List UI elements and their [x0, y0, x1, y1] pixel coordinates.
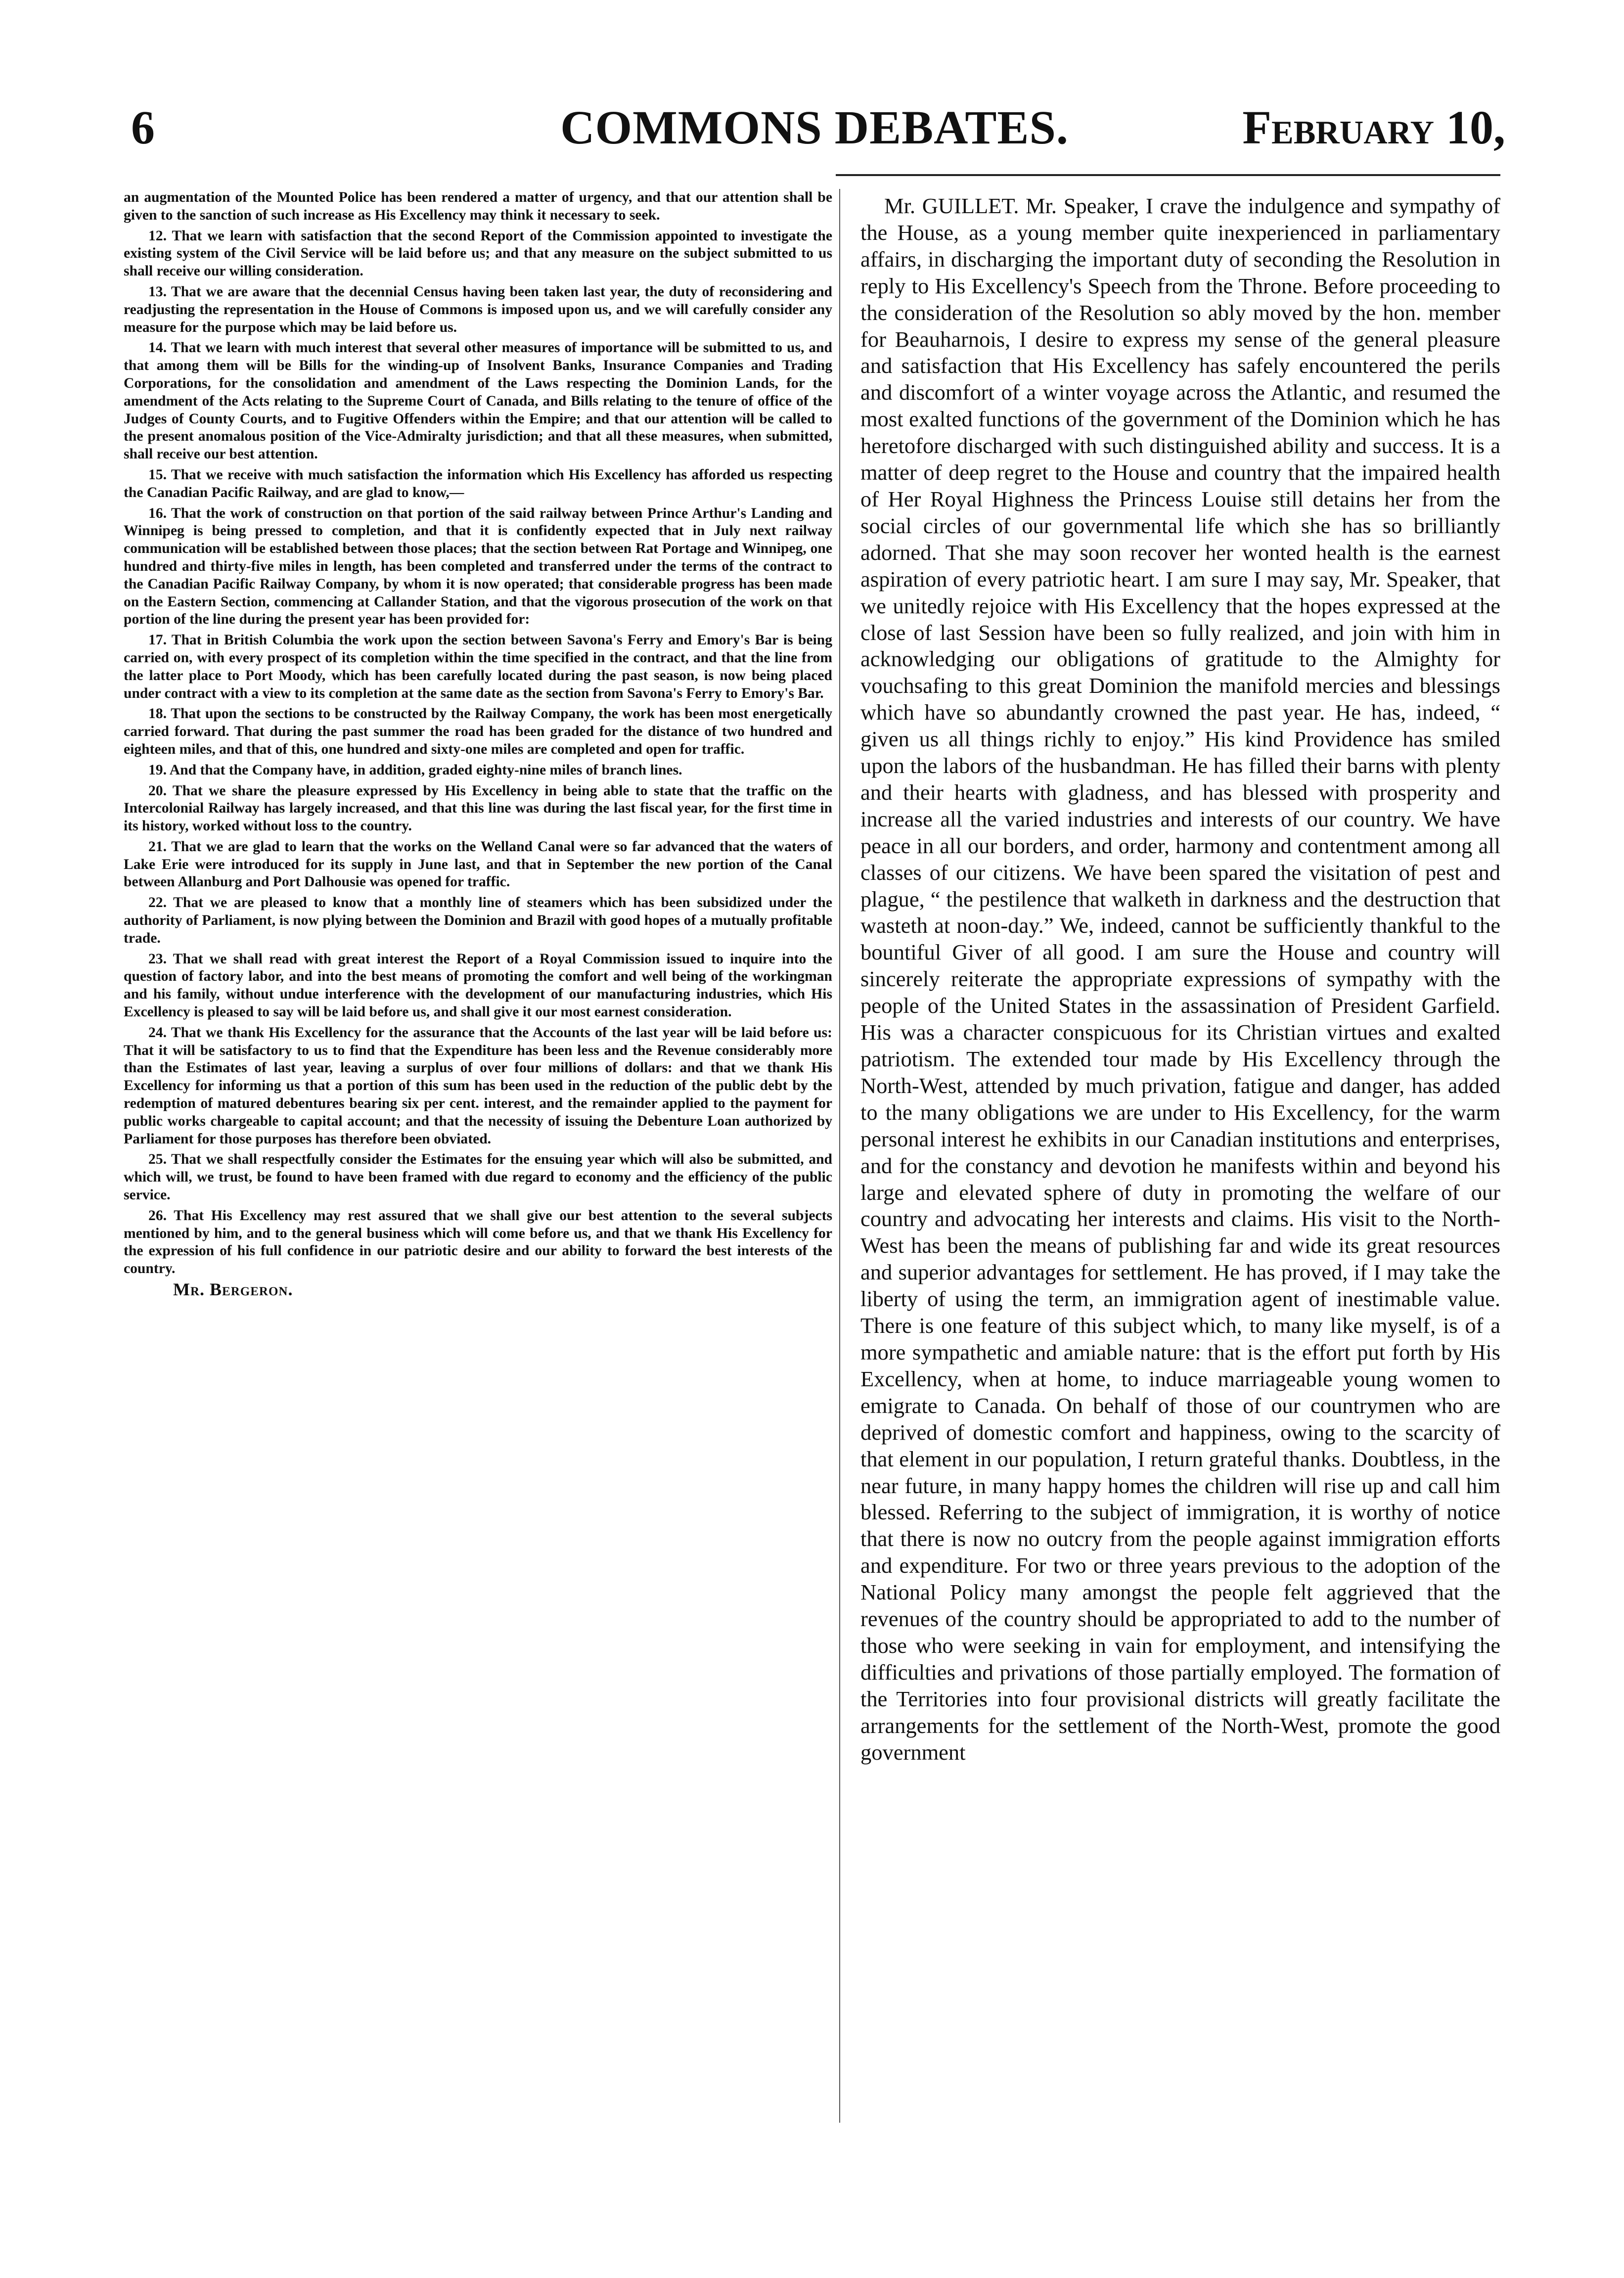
paragraph: 25. That we shall respectfully consider the Estimates for the ensuing year which will also be submitted, and which will, we trust, be found to have been framed with due regard to economy and the efficiency of the public service. — [124, 1151, 832, 1203]
paragraph: 13. That we are aware that the decennial Census having been taken last year, the duty of reconsidering and readjusting the representation in the House of Commons is imposed upon us, and we will carefully consider any measure for the purpose which may be laid before us. — [124, 283, 832, 335]
paragraph: 20. That we share the pleasure expressed by His Excellency in being able to state that the traffic on the Intercolonial Railway has largely increased, and that this line was during the last fiscal year, for the first time in its history, worked without loss to the country. — [124, 782, 832, 834]
page-title: COMMONS DEBATES. — [560, 101, 1069, 154]
paragraph: 21. That we are glad to learn that the works on the Welland Canal were so far advanced that the waters of Lake Erie were introduced for its supply in June last, and that in September the new portion of the Canal between Allanburg and Port Dalhousie was opened for traffic. — [124, 838, 832, 890]
page-number: 6 — [131, 101, 155, 154]
left-column — [124, 189, 832, 1299]
paragraph: 16. That the work of construction on that portion of the said railway between Prince Arthur's Landing and Winnipeg is being pressed to completion, and that it is confidently expected that in July next railway communication will be established between those places; that the section between Rat Portage and Winnipeg, one hundred and thirty-five miles in length, has been completed and transferred under the terms of the contract to the Canadian Pacific Railway Company, by whom it is now operated; that considerable progress has been made on the Eastern Section, commencing at Callander Station, and that the vigorous prosecution of the work on that portion of the line during the present year has been provided for: — [124, 505, 832, 628]
speech-paragraph: Mr. GUILLET. Mr. Speaker, I crave the indulgence and sympathy of the House, as a young member quite inexperienced in parliamentary affairs, in discharging the important duty of seconding the Resolution in reply to His Excellency's Speech from the Throne. Before proceeding to the consideration of the Resolution so ably moved by the hon. member for Beauharnois, I desire to express my sense of the general pleasure and satisfaction that His Excellency has safely encountered the perils and discomfort of a winter voyage across the Atlantic, and resumed the most exalted functions of the government of the Dominion which he has heretofore discharged with such distinguished ability and success. It is a matter of deep regret to the House and country that the impaired health of Her Royal Highness the Princess Louise still detains her from the social circles of our governmental life which she has so brilliantly adorned. That she may soon recover her wonted health is the earnest aspiration of every patriotic heart. I am sure I may say, Mr. Speaker, that we unitedly rejoice with His Excellency that the hopes expressed at the close of last Session have been so fully realized, and join with him in acknowledging our obligations of gratitude to the Almighty for vouchsafing to this great Dominion the manifold mercies and blessings which have so abundantly crowned the past year. He has, indeed, “ given us all things richly to enjoy.” His kind Providence has smiled upon the labors of the husbandman. He has filled their barns with plenty and their hearts with gladness, and has blessed with prosperity and increase all the varied industries and interests of our country. We have peace in all our borders, and order, harmony and contentment among all classes of our citizens. We have been spared the visitation of pest and plague, “ the pestilence that walketh in darkness and the destruction that wasteth at noon-day.” We, indeed, cannot be sufficiently thankful to the bountiful Giver of all good. I am sure the House and country will sincerely reiterate the appropriate expressions of sympathy with the people of the United States in the assassination of President Garfield. His was a character conspicuous for its Christian virtues and exalted patriotism. The extended tour made by His Excellency through the North-West, attended by much privation, fatigue and danger, has added to the many obligations we are under to His Excellency, for the warm personal interest he exhibits in our Canadian institutions and enterprises, and for the constancy and devotion he manifests within and beyond his large and elevated sphere of duty in promoting the welfare of our country and advocating her interests and claims. His visit to the North-West has been the means of publishing far and wide its great resources and superior advantages for settlement. He has proved, if I may take the liberty of using the term, an immigration agent of inestimable value. There is one feature of this subject which, to many like myself, is of a more sympathetic and amiable nature: that is the effort put forth by His Excellency, when at home, to induce marriageable young women to emigrate to Canada. On behalf of those of our countrymen who are deprived of domestic comfort and happiness, owing to the scarcity of that element in our population, I return grateful thanks. Doubtless, in the near future, in many happy homes the children will rise up and call him blessed. Referring to the subject of immigration, it is worthy of notice that there is now no outcry from the people against immigration efforts and expenditure. For two or three years previous to the adoption of the National Policy many amongst the people felt aggrieved that the revenues of the country should be appropriated to add to the number of those who were seeking in vain for employment, and intensifying the difficulties and privations of those partially employed. The formation of the Territories into four provisional districts will greatly facilitate the arrangements for the settlement of the North-West, promote the good government — [860, 193, 1500, 1765]
paragraph: 23. That we shall read with great interest the Report of a Royal Commission issued to inquire into the question of factory labor, and into the best means of promoting the comfort and well being of the workingman and his family, without undue interference with the development of our manufacturing industries, which His Excellency is pleased to say will be laid before us, and shall give it our most earnest consideration. — [124, 951, 832, 1020]
paragraph: 17. That in British Columbia the work upon the section between Savona's Ferry and Emory's Bar is being carried on, with every prospect of its completion within the time specified in the contract, and that the line from the latter place to Port Moody, which has been carefully located during the past season, is now being placed under contract with a view to its completion at the same date as the section from Savona's Ferry to Emory's Bar. — [124, 632, 832, 701]
paragraph: 24. That we thank His Excellency for the assurance that the Accounts of the last year will be laid before us: That it will be satisfactory to us to find that the Expenditure has been less and the Revenue considerably more than the Estimates of last year, leaving a surplus of over four millions of dollars: and that we thank His Excellency for informing us that a portion of this sum has been used in the reduction of the public debt by the redemption of matured debentures bearing six per cent. interest, and the remainder applied to the payment for public works chargeable to capital account; and that the necessity of issuing the Debenture Loan authorized by Parliament for those purposes has therefore been obviated. — [124, 1024, 832, 1147]
paragraph: 26. That His Excellency may rest assured that we shall give our best attention to the several subjects mentioned by him, and to the general business which will come before us, and that we thank His Excellency for the expression of his full confidence in our patriotic desire and our ability to forward the best interests of the country. — [124, 1207, 832, 1277]
paragraph: 18. That upon the sections to be constructed by the Railway Company, the work has been most energetically carried forward. That during the past summer the road has been graded for the distance of two hundred and eighteen miles, and that of this, one hundred and sixty-one miles are completed and open for traffic. — [124, 706, 832, 757]
paragraph: 19. And that the Company have, in addition, graded eighty-nine miles of branch lines. — [148, 762, 682, 778]
speaker-name: Mr. Bergeron. — [173, 1279, 293, 1300]
header-rule — [836, 174, 1500, 176]
paragraph: 14. That we learn with much interest that several other measures of importance will be submitted to us, and that among them will be Bills for the winding-up of Insolvent Banks, Insurance Companies and Trading Corporations, for the consolidation and amendment of the Laws respecting the Dominion Lands, for the amendment of the Acts relating to the Supreme Court of Canada, and Bills relating to the tenure of office of the Judges of County Courts, and to Fugitive Offenders within the Empire; and that our attention will be called to the present anomalous position of the Vice-Admiralty jurisdiction; and that all these measures, when submitted, shall receive our best attention. — [124, 340, 832, 462]
column-divider — [839, 189, 840, 2123]
paragraph: 12. That we learn with satisfaction that the second Report of the Commission appointed to investigate the existing system of the Civil Service will be laid before us; and that any measure on the subject submitted to us shall receive our willing consideration. — [124, 228, 832, 279]
page-header — [124, 101, 1505, 163]
page-date: February 10, — [1242, 101, 1505, 154]
right-column — [860, 193, 1500, 1766]
paragraph: an augmentation of the Mounted Police has been rendered a matter of urgency, and that our attention shall be given to the sanction of such increase as His Excellency may think it necessary to seek. — [124, 189, 832, 223]
paragraph: 22. That we are pleased to know that a monthly line of steamers which has been subsidized under the authority of Parliament, is now plying between the Dominion and Brazil with good hopes of a mutually profitable trade. — [124, 895, 832, 946]
paragraph: 15. That we receive with much satisfaction the information which His Excellency has afforded us respecting the Canadian Pacific Railway, and are glad to know,— — [124, 466, 832, 501]
